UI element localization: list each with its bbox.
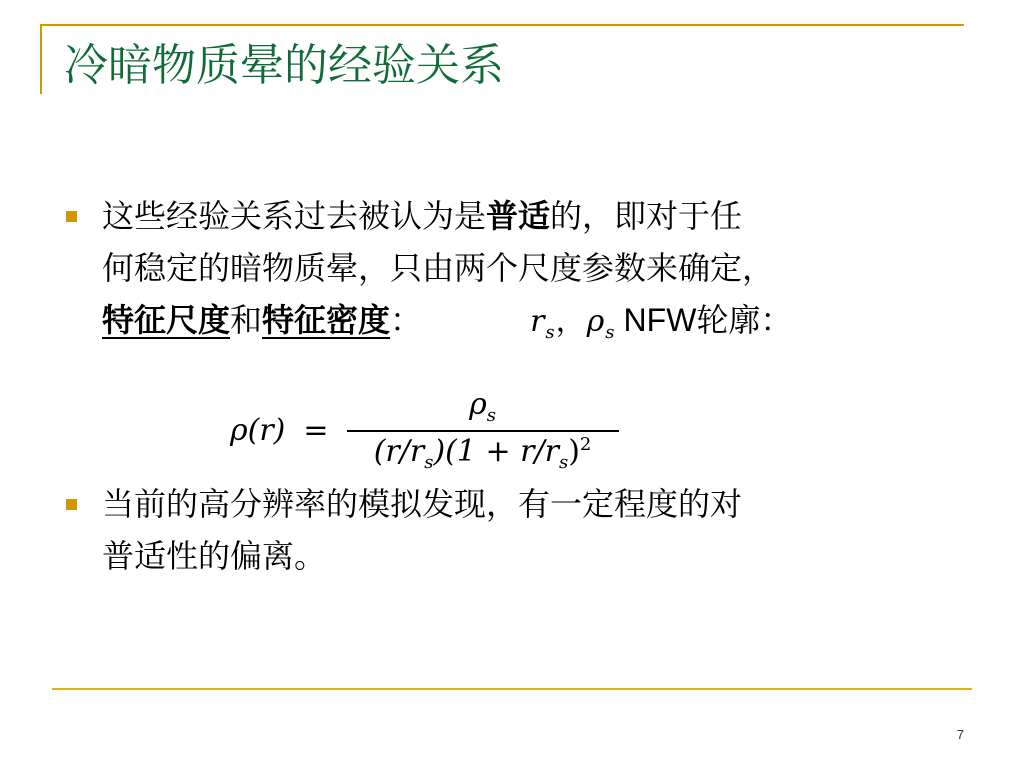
formula-denominator <box>374 432 592 473</box>
bullet-1-line-1 <box>102 190 792 242</box>
math-subscript: s <box>558 452 569 473</box>
math-subscript: s <box>486 405 496 426</box>
inline-math-parameters <box>530 296 615 359</box>
page-number: 7 <box>956 727 964 742</box>
math-separator: ， <box>555 304 587 339</box>
math-term: )(1 + r/r <box>433 434 559 469</box>
bullet-marker <box>66 499 77 510</box>
math-symbol: r <box>530 304 546 339</box>
math-term: ) <box>568 434 580 469</box>
bullet-marker <box>66 211 77 222</box>
text-segment: ： <box>390 301 423 339</box>
formula-lhs: ρ(r) <box>230 412 286 448</box>
term-characteristic-scale: 特征尺度 <box>102 301 231 339</box>
text-segment: 和 <box>230 301 263 339</box>
text-segment: 这些经验关系过去被认为是 <box>102 197 487 235</box>
math-subscript: s <box>424 452 434 473</box>
bullet-2-line-1: 当前的高分辨率的模拟发现，有一定程度的对 <box>102 485 743 523</box>
bullet-1-line-3 <box>102 294 792 346</box>
slide-title: 冷暗物质晕的经验关系 <box>64 40 504 91</box>
nfw-label: NFW <box>623 302 697 338</box>
formula-numerator <box>469 387 496 430</box>
math-superscript: 2 <box>579 434 592 455</box>
text-segment: 的，即对于任 <box>550 197 743 235</box>
formula-fraction <box>347 387 619 473</box>
term-characteristic-density: 特征密度 <box>262 301 391 339</box>
math-subscript: s <box>605 322 616 343</box>
formula-equals: = <box>303 412 329 448</box>
math-term: (r/r <box>373 434 425 469</box>
math-subscript: s <box>545 322 556 343</box>
nfw-profile-formula <box>230 388 619 472</box>
title-left-rule <box>40 26 42 94</box>
emphasis-universal: 普适 <box>486 197 551 235</box>
bullet-1-line-2: 何稳定的暗物质晕，只由两个尺度参数来确定， <box>102 249 775 287</box>
footer-rule <box>52 688 972 690</box>
bullet-text-1 <box>102 190 792 346</box>
math-symbol: ρ <box>469 387 487 422</box>
text-segment: 轮廓： <box>696 301 793 339</box>
title-top-rule <box>40 24 964 26</box>
math-symbol: ρ <box>586 304 606 339</box>
bullet-2-line-2: 普适性的偏离。 <box>102 537 327 575</box>
bullet-text-2 <box>102 478 742 582</box>
